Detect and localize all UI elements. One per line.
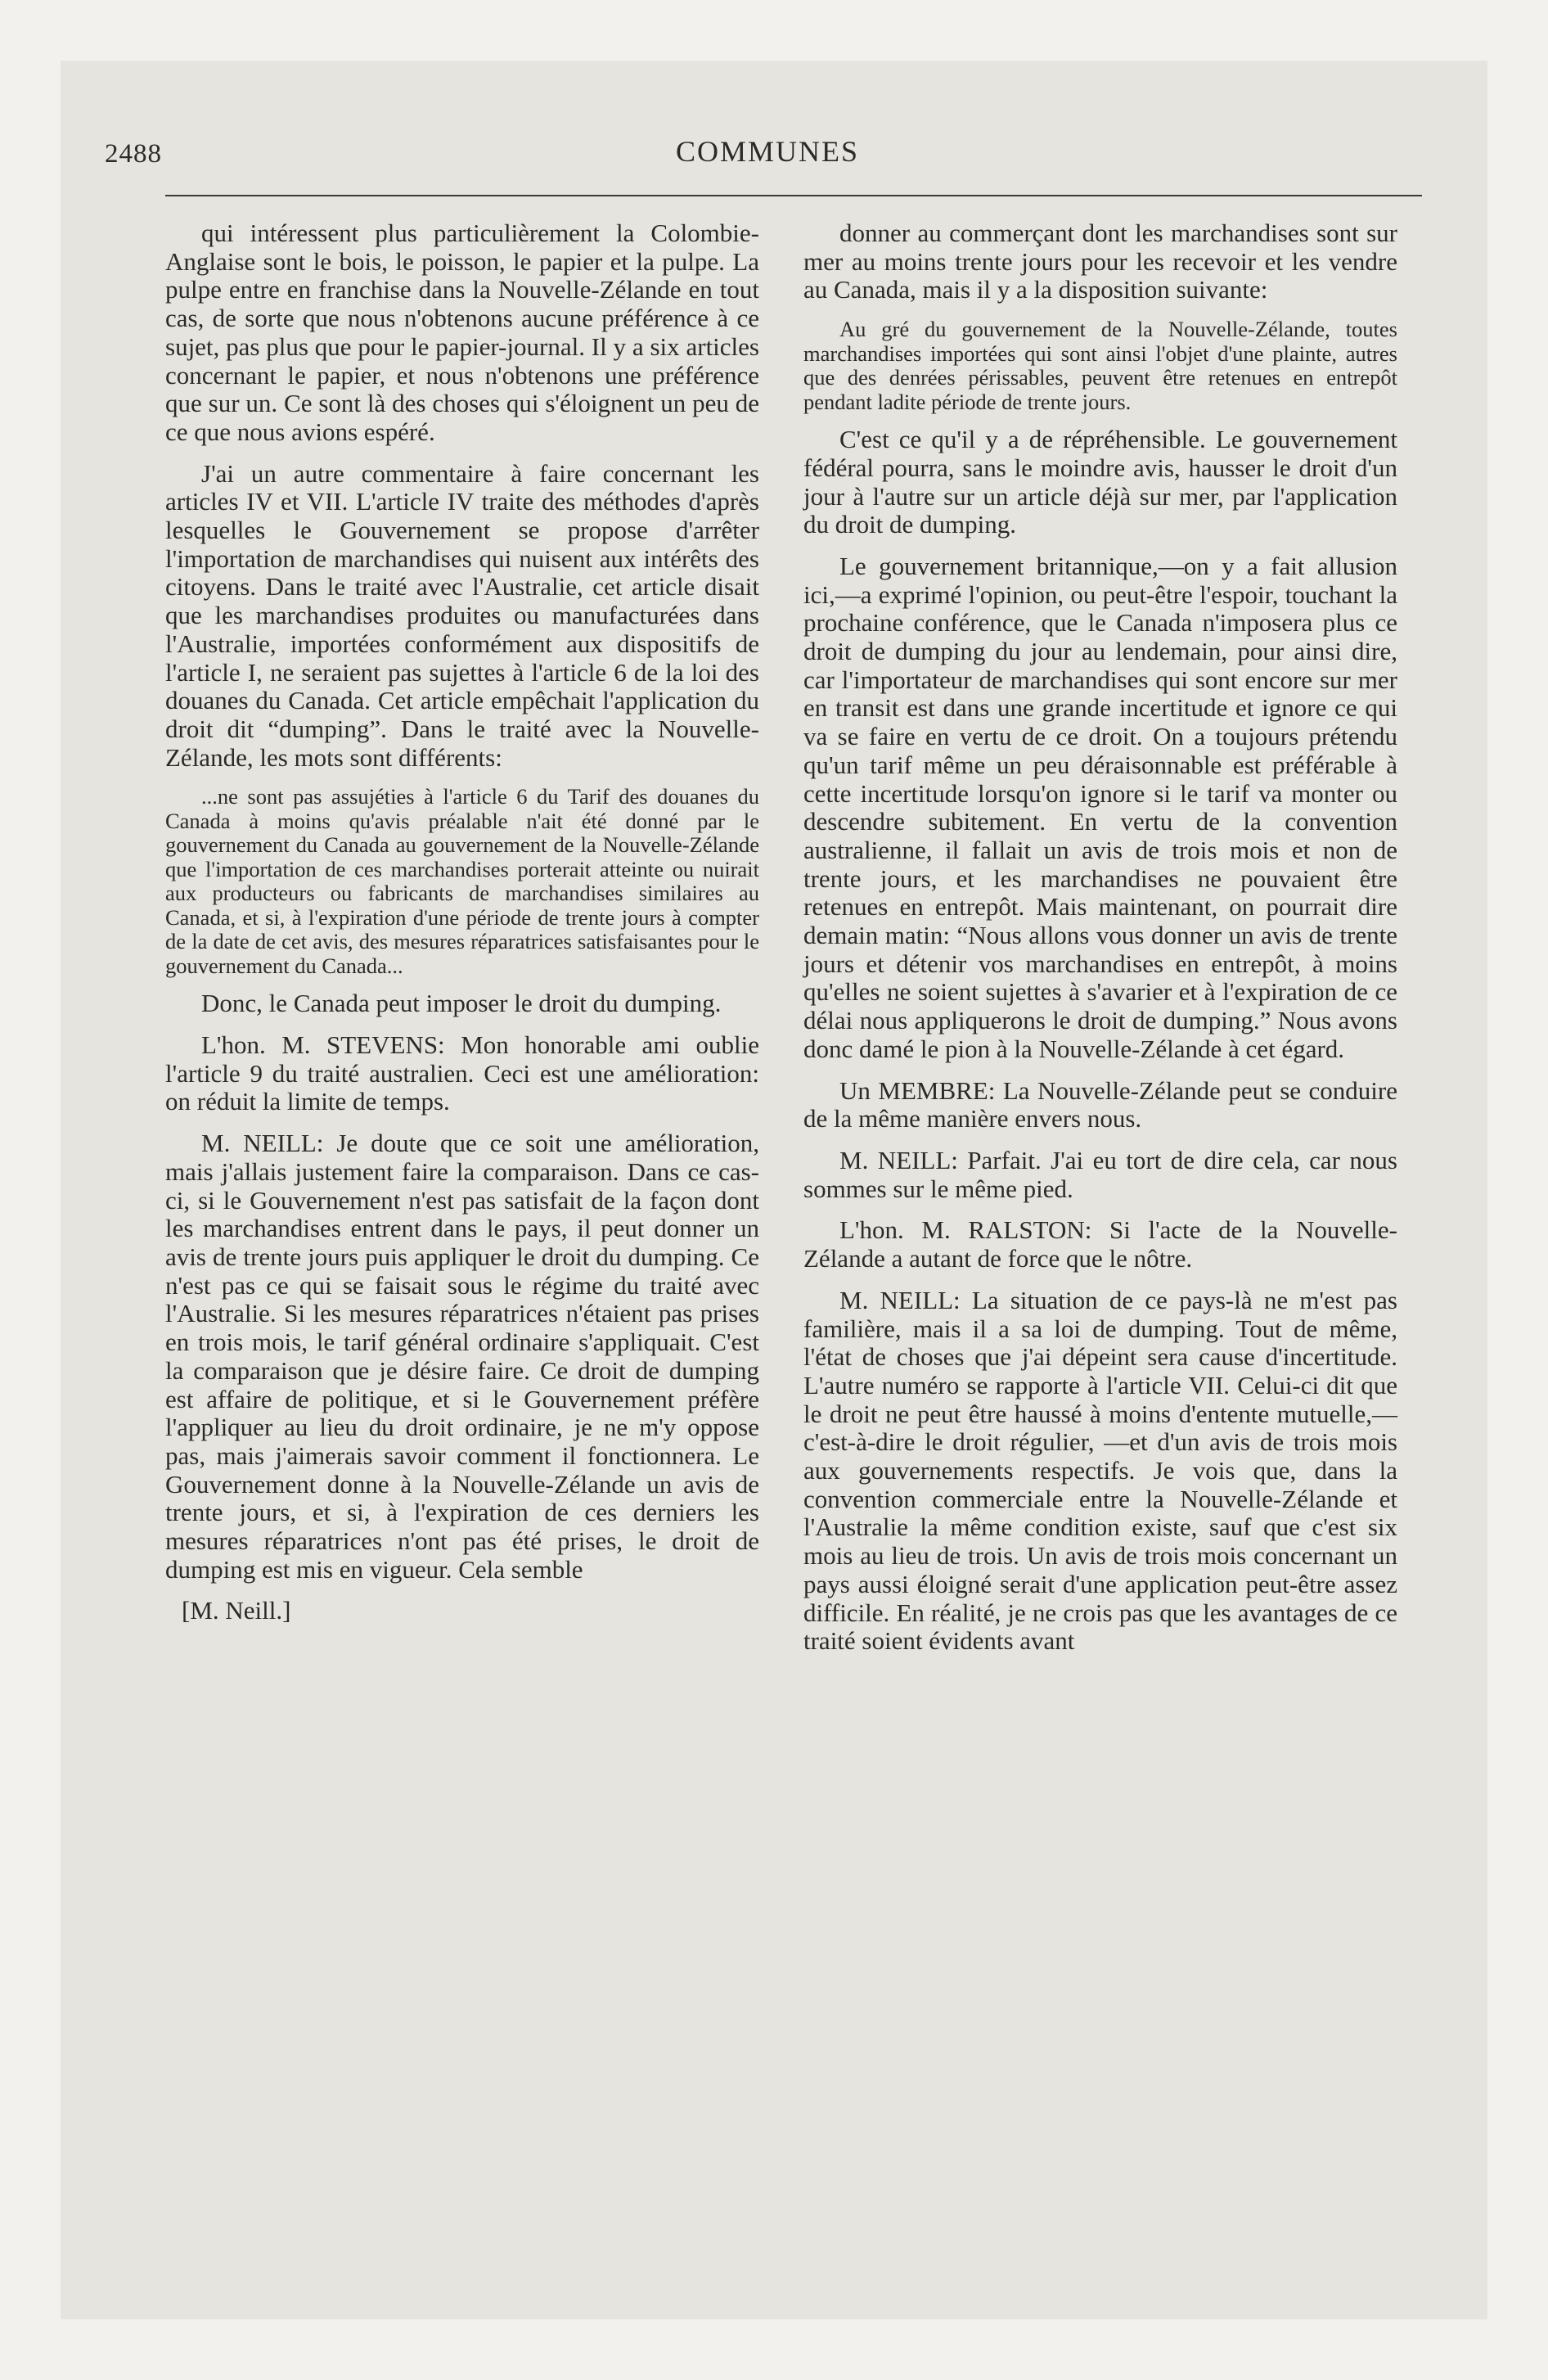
paragraph: J'ai un autre commentaire à faire concernant les articles IV et VII. L'article IV traite des méthodes d'après lesquelles le Gouvernement se propose d'arrêter l'importation de marchandises qui nuisent aux intérêts des citoyens. Dans le traité avec l'Australie, cet article disait que les marchandises produites ou manufacturées dans l'Australie, importées conformément aux dispositifs de l'article I, ne seraient pas sujettes à l'article 6 de la loi des douanes du Canada. Cet article empêchait l'application du droit dit “dumping”. Dans le traité avec la Nouvelle-Zélande, les mots sont différents: <box>165 458 759 772</box>
paragraph: qui intéressent plus particulièrement la Colombie-Anglaise sont le bois, le poisson, le papier et la pulpe. La pulpe entre en franchise dans la Nouvelle-Zélande en tout cas, de sorte que nous n'obtenons aucune préférence à ce sujet, pas plus que pour le papier-journal. Il y a six articles concernant le papier, et nous n'obtenons une préférence que sur un. Ce sont là des choses qui s'éloignent un peu de ce que nous avions espéré. <box>165 219 759 446</box>
paragraph: Donc, le Canada peut imposer le droit du dumping. <box>201 989 722 1018</box>
paragraph: L'hon. M. STEVENS: Mon honorable ami oublie l'article 9 du traité australien. Ceci est une amélioration: on réduit la limite de temps. <box>165 1030 759 1116</box>
page-header <box>105 79 1430 169</box>
left-column <box>165 219 759 1639</box>
block-quote: ...ne sont pas assujéties à l'article 6 du Tarif des douanes du Canada à moins qu'avis préalable n'ait été donné par le gouvernement du Canada au gouvernement de la Nouvelle-Zélande que l'importation de ces marchandises porterait atteinte ou nuirait aux producteurs ou fabricants de marchandises similaires au Canada, et si, à l'expiration d'une période de trente jours à compter de la date de cet avis, des mesures réparatrices satisfaisantes pour le gouvernement du Canada... <box>165 784 759 978</box>
paragraph: C'est ce qu'il y a de répréhensible. Le gouvernement fédéral pourra, sans le moindre avis, hausser le droit d'un jour à l'autre sur un article déjà sur mer, par l'application du droit de dumping. <box>803 425 1397 539</box>
block-quote: Au gré du gouvernement de la Nouvelle-Zélande, toutes marchandises importées qui sont ainsi l'objet d'une plainte, autres que des denrées périssables, peuvent être retenues en entrepôt pendant ladite période de trente jours. <box>803 317 1397 414</box>
speaker-footer: [M. Neill.] <box>182 1596 291 1625</box>
paragraph: donner au commerçant dont les marchandises sont sur mer au moins trente jours pour les recevoir et les vendre au Canada, mais il y a la disposition suivante: <box>803 219 1397 304</box>
paragraph: L'hon. M. RALSTON: Si l'acte de la Nouvelle-Zélande a autant de force que le nôtre. <box>803 1215 1397 1273</box>
header-rule <box>165 195 1422 196</box>
page-number: 2488 <box>105 139 162 169</box>
paragraph: M. NEILL: La situation de ce pays-là ne m'est pas familière, mais il a sa loi de dumping. Tout de même, l'état de choses que j'ai dépeint sera cause d'incertitude. L'autre numéro se rapporte à l'article VII. Celui-ci dit que le droit ne peut être haussé à moins d'entente mutuelle,—c'est-à-dire le droit régulier, —et d'un avis de trois mois aux gouvernements respectifs. Je vois que, dans la convention commerciale entre la Nouvelle-Zélande et l'Australie la même condition existe, sauf que c'est six mois au lieu de trois. Un avis de trois mois concernant un pays aussi éloigné serait d'une application peut-être assez difficile. En réalité, je ne crois pas que les avantages de ce traité soient évidents avant <box>803 1285 1397 1656</box>
paragraph: M. NEILL: Je doute que ce soit une amélioration, mais j'allais justement faire la comparaison. Dans ce cas-ci, si le Gouvernement n'est pas satisfait de la façon dont les marchandises entrent dans le pays, il peut donner un avis de trente jours puis appliquer le droit du dumping. Ce n'est pas ce qui se faisait sous le régime du traité avec l'Australie. Si les mesures réparatrices n'étaient pas prises en trois mois, le tarif général ordinaire s'appliquait. C'est la comparaison que je désire faire. Ce droit de dumping est affaire de politique, et si le Gouvernement préfère l'appliquer au lieu du droit ordinaire, je ne m'y oppose pas, mais j'aimerais savoir comment il fonctionnera. Le Gouvernement donne à la Nouvelle-Zélande un avis de trente jours, et si, à l'expiration de ces derniers les mesures réparatrices n'ont pas été prises, le droit de dumping est mis en vigueur. Cela semble <box>165 1129 759 1584</box>
right-column <box>803 219 1397 1669</box>
paragraph: Un MEMBRE: La Nouvelle-Zélande peut se conduire de la même manière envers nous. <box>803 1075 1397 1134</box>
running-title: COMMUNES <box>675 135 860 168</box>
paragraph: Le gouvernement britannique,—on y a fait allusion ici,—a exprimé l'opinion, ou peut-être l'espoir, touchant la prochaine conférence, que le Canada n'imposera plus ce droit de dumping du jour au lendemain, pour ainsi dire, car l'importateur de marchandises qui sont encore sur mer en transit est dans une grande incertitude et ignore ce qui va se faire en vertu de ce droit. On a toujours prétendu qu'un tarif même un peu déraisonnable est préférable à cette incertitude lorsqu'on ignore si le tarif va monter ou descendre subitement. En vertu de la convention australienne, il fallait un avis de trois mois et non de trente jours, et les marchandises ne pouvaient être retenues en entrepôt. Mais maintenant, on pourrait dire demain matin: “Nous allons vous donner un avis de trente jours et détenir vos marchandises en entrepôt, à moins qu'elles ne soient sujettes à s'avarier et à l'expiration de ce délai nous appliquerons le droit de dumping.” Nous avons donc damé le pion à la Nouvelle-Zélande à cet égard. <box>803 551 1397 1063</box>
paragraph: M. NEILL: Parfait. J'ai eu tort de dire cela, car nous sommes sur le même pied. <box>803 1145 1397 1203</box>
